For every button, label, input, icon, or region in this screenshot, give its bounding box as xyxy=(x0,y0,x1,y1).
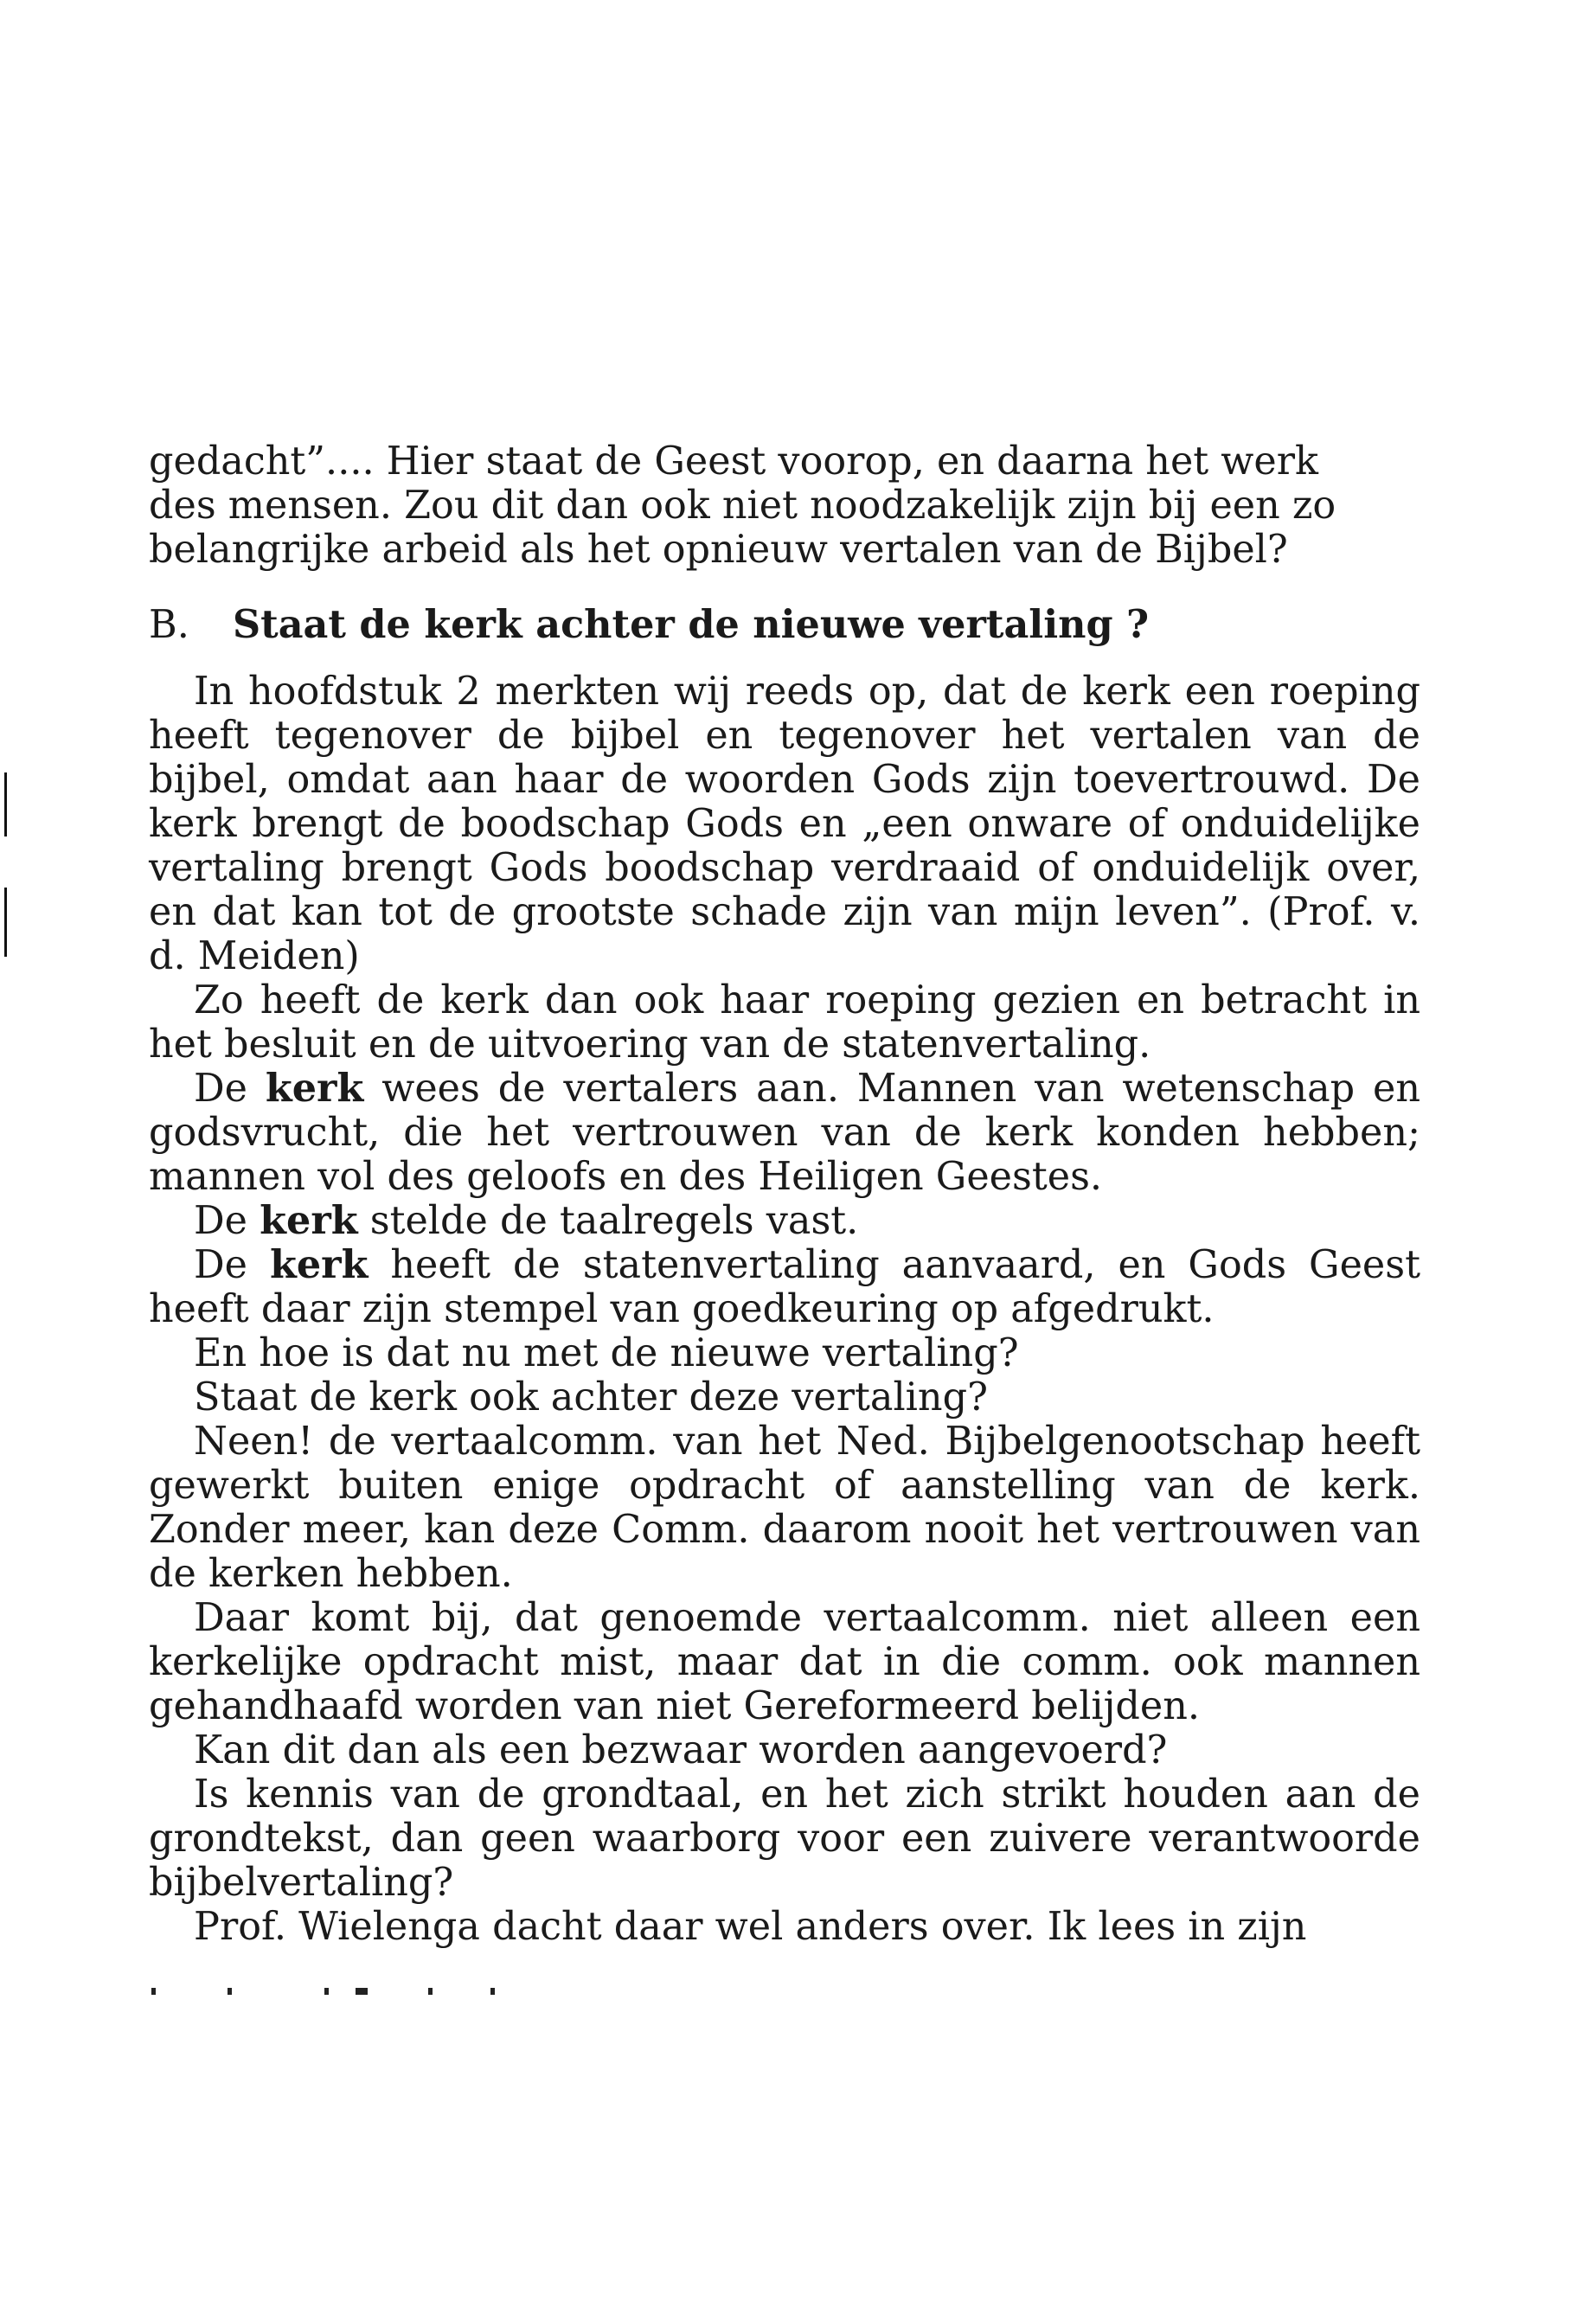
top-paragraph xyxy=(149,439,1420,572)
paragraph-2: Zo heeft de kerk dan ook haar roeping gezien en betracht in het besluit en de uitvoering van de statenvertaling. xyxy=(149,978,1420,1067)
line-2: des mensen. Zou dit dan ook niet noodzakelijk zijn bij een zo xyxy=(149,484,1336,528)
paragraph-10: Kan dit dan als een bezwaar worden aangevoerd? xyxy=(194,1728,1168,1772)
paragraph-11: Is kennis van de grondtaal, en het zich strikt houden aan de grondtekst, dan geen waarborg voor een zuivere verantwoorde bijbelvertaling? xyxy=(149,1772,1420,1905)
paragraph-6: En hoe is dat nu met de nieuwe vertaling? xyxy=(194,1331,1019,1375)
emphasis-kerk: kerk xyxy=(260,1198,358,1243)
paragraph-5: De kerk heeft de statenvertaling aanvaard, en Gods Geest heeft daar zijn stempel van goedkeuring op afgedrukt. xyxy=(149,1242,1420,1331)
margin-bar-top xyxy=(4,772,7,836)
paragraph-7: Staat de kerk ook achter deze vertaling? xyxy=(194,1375,988,1420)
section-number: B. xyxy=(149,603,189,647)
paragraph-12: Prof. Wielenga dacht daar wel anders over. Ik lees in zijn xyxy=(194,1905,1307,1949)
cut-off-text-line xyxy=(151,1988,523,1995)
line-3: belangrijke arbeid als het opnieuw vertalen van de Bijbel? xyxy=(149,528,1288,572)
paragraph-3: De kerk wees de vertalers aan. Mannen van wetenschap en godsvrucht, die het vertrouwen van de kerk konden hebben; mannen vol des geloofs en des Heiligen Geestes. xyxy=(149,1066,1420,1199)
paragraph-4: De kerk stelde de taalregels vast. xyxy=(194,1198,859,1243)
line-1: gedacht”.... Hier staat de Geest voorop, en daarna het werk xyxy=(149,439,1318,484)
section-heading xyxy=(149,603,1420,647)
margin-bar-bottom xyxy=(4,888,7,957)
paragraph-9: Daar komt bij, dat genoemde vertaalcomm. niet alleen een kerkelijke opdracht mist, maar dat in die comm. ook mannen gehandhaafd worden van niet Gereformeerd belijden. xyxy=(149,1596,1420,1728)
page-text xyxy=(149,439,1420,1949)
section-title: Staat de kerk achter de nieuwe vertaling ? xyxy=(233,602,1150,647)
emphasis-kerk: kerk xyxy=(265,1066,364,1111)
paragraph-1: In hoofdstuk 2 merkten wij reeds op, dat de kerk een roeping heeft tegenover de bijbel en tegenover het vertalen van de bijbel, omdat aan haar de woorden Gods zijn toevertrouwd. De kerk brengt de boodschap Gods en „een onware of onduidelijke vertaling brengt Gods boodschap verdraaid of onduidelijk over, en dat kan tot de grootste schade zijn van mijn leven”. (Prof. v. d. Meiden) xyxy=(149,670,1420,978)
paragraph-8: Neen! de vertaalcomm. van het Ned. Bijbelgenootschap heeft gewerkt buiten enige opdracht of aanstelling van de kerk. Zonder meer, kan deze Comm. daarom nooit het vertrouwen van de kerken hebben. xyxy=(149,1420,1420,1596)
emphasis-kerk: kerk xyxy=(269,1242,369,1287)
